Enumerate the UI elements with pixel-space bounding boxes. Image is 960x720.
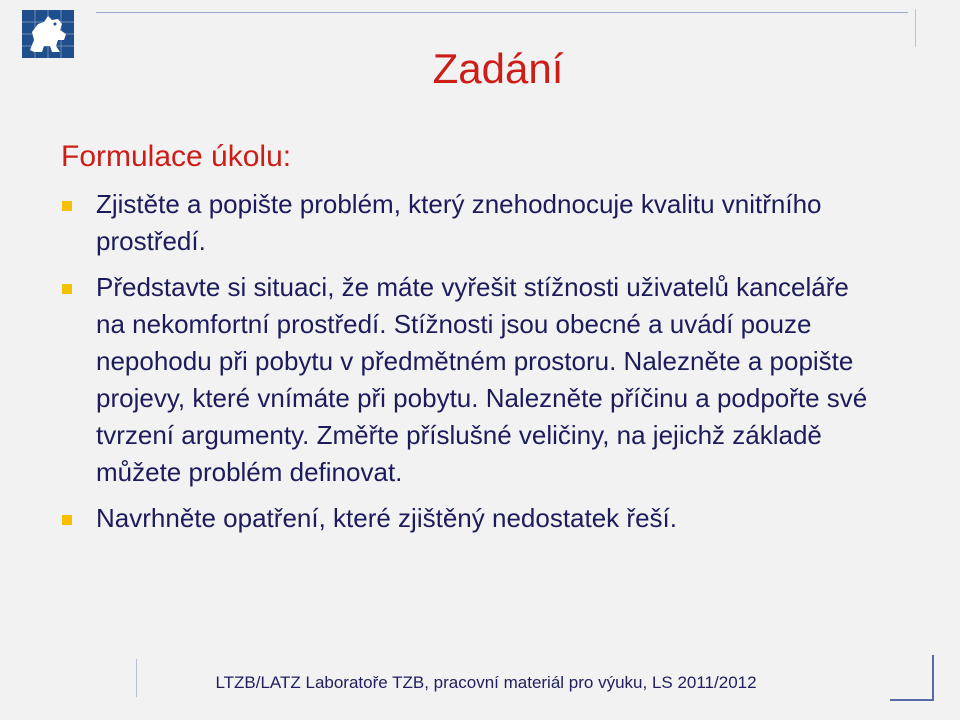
- square-bullet-icon: [62, 201, 72, 211]
- bullet-item: [62, 500, 882, 537]
- slide-footer: LTZB/LATZ Laboratoře TZB, pracovní materiál pro výuku, LS 2011/2012: [215, 673, 757, 692]
- bottom-right-corner-horizontal: [890, 699, 934, 701]
- square-bullet-icon: [62, 515, 72, 525]
- bullet-text: Navrhněte opatření, které zjištěný nedostatek řeší.: [96, 503, 677, 533]
- slide-title: Zadání: [432, 45, 564, 92]
- bullet-item: [62, 269, 882, 491]
- bullet-text: Představte si situaci, že máte vyřešit stížnosti uživatelů kanceláře na nekomfortní prostředí. Stížnosti jsou obecné a uvádí pouze nepohodu při pobytu v předmětném prostoru. Nalezněte a popište projevy, které vnímáte při pobytu. Nalezněte příčinu a podpořte své tvrzení argumenty. Změřte příslušné veličiny, na jejichž základě můžete problém definovat.: [96, 272, 868, 487]
- bottom-right-corner-vertical: [932, 655, 934, 701]
- bullet-item: [62, 186, 882, 260]
- bullet-text: Zjistěte a popište problém, který znehodnocuje kvalitu vnitřního prostředí.: [96, 189, 822, 256]
- top-rule: [96, 12, 908, 13]
- slide-subtitle: Formulace úkolu:: [61, 140, 292, 173]
- bullet-list: [62, 186, 882, 546]
- square-bullet-icon: [62, 284, 72, 294]
